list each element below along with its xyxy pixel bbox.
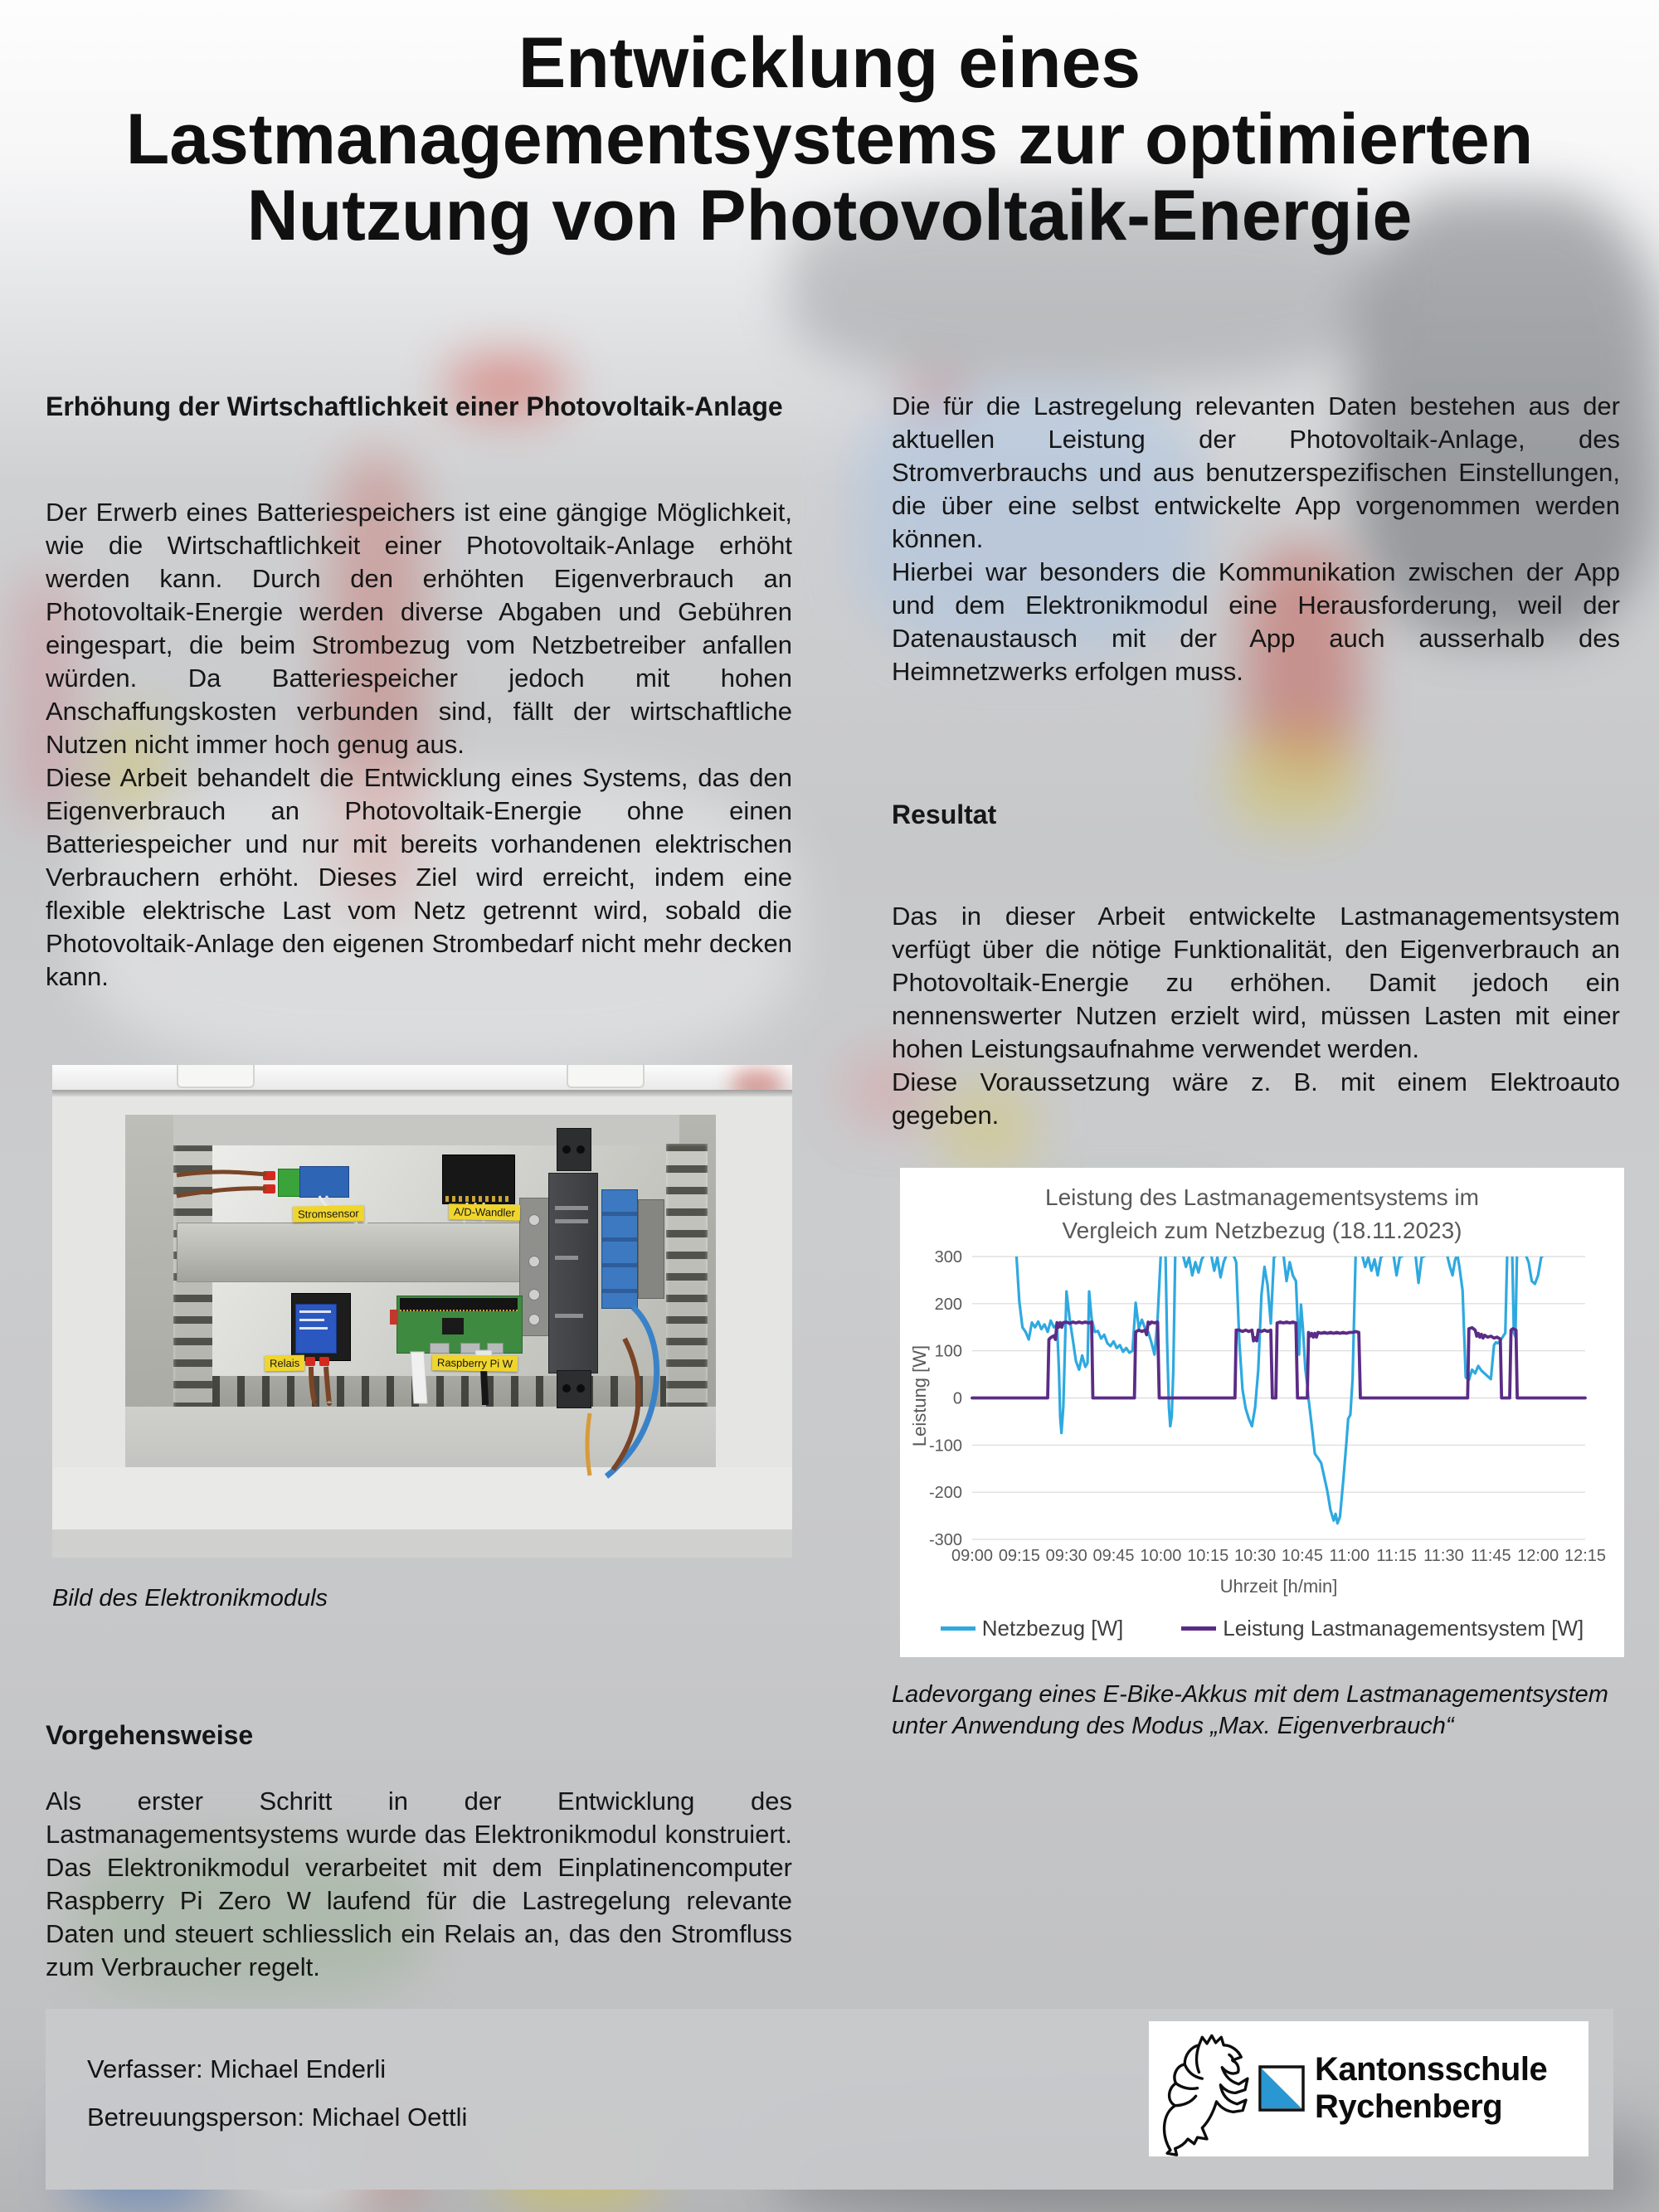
footer-credits	[87, 2045, 467, 2142]
x-axis-tick-labels	[951, 1547, 1606, 1565]
svg-text:11:00: 11:00	[1329, 1547, 1370, 1565]
svg-text:09:45: 09:45	[1092, 1547, 1135, 1565]
netzbezug-line-swatch	[941, 1626, 975, 1631]
poster-title-line-3: Nutzung von Photovoltaik-Energie	[246, 176, 1413, 255]
svg-text:10:30: 10:30	[1234, 1547, 1277, 1565]
result-paragraph-1: Das in dieser Arbeit entwickelte Lastmanagementsystem verfügt über die nötige Funktionalität, den Eigenverbrauch an Photovoltaik-Energie zu erhöhen. Damit jedoch ein nennenswerter Nutzen erzielt wird, müssen Lasten mit einer hohen Leistungsaufnahme verwendet werden.	[892, 902, 1620, 1063]
svg-text:300: 300	[934, 1248, 962, 1266]
data-paragraph-1: Die für die Lastregelung relevanten Daten bestehen aus der aktuellen Leistung der Photovoltaik-Anlage, des Stromverbrauchs und aus benutzerspezifischen Einstellungen, die über eine selbst entwickelte App vorgenommen werden können.	[892, 391, 1620, 553]
lastmanagement-line-swatch	[1181, 1626, 1216, 1631]
svg-text:-300: -300	[928, 1531, 962, 1549]
y-axis-title: Leistung [W]	[909, 1344, 930, 1447]
section-heading-vorgehensweise: Vorgehensweise	[46, 1720, 254, 1750]
y-axis-tick-labels	[929, 1248, 962, 1549]
result-paragraphs	[892, 900, 1620, 1132]
performance-chart	[900, 1168, 1624, 1657]
author-line: Verfasser: Michael Enderli	[87, 2054, 387, 2083]
svg-text:-200: -200	[928, 1484, 962, 1503]
intro-paragraph-2: Diese Arbeit behandelt die Entwicklung eines Systems, das den Eigenverbrauch an Photovoltaik-Energie ohne einen Batteriespeicher und nur mit bereits vorhandenen elektrischen Verbrauchern erhöht. Dieses Ziel wird erreicht, indem eine flexible elektrische Last vom Netz getrennt wird, sobald die Photovoltaik-Anlage den eigenen Strombedarf nicht mehr decken kann.	[46, 763, 792, 991]
footer-bar	[46, 2009, 1613, 2190]
component-label-raspberry-pi: Raspberry Pi W	[432, 1354, 518, 1372]
method-paragraphs	[46, 1785, 792, 1984]
school-logo	[1149, 2021, 1588, 2156]
method-paragraph-1: Als erster Schritt in der Entwicklung des Lastmanagementsystems wurde das Elektronikmodul konstruiert. Das Elektronikmodul verarbeitet mit dem Einplatinencomputer Raspberry Pi Zero W laufend für die Lastregelung relevante Daten und steuert schliesslich ein Relais an, das den Stromfluss zum Verbraucher regelt.	[46, 1787, 792, 1981]
intro-paragraph-1: Der Erwerb eines Batteriespeichers ist eine gängige Möglichkeit, wie die Wirtschaftlichkeit einer Photovoltaik-Anlage erhöht werden kann. Durch den erhöhten Eigenverbrauch an Photovoltaik-Energie werden diverse Abgaben und Gebühren eingespart, die beim Strombezug vom Netzbetreiber anfallen würden. Da Batteriespeicher jedoch mit hohen Anschaffungskosten verbunden sind, fällt der wirtschaftliche Nutzen nicht immer hoch genug aus.	[46, 498, 792, 759]
component-label-relais: Relais	[265, 1355, 304, 1372]
data-paragraphs	[892, 390, 1620, 688]
chart-caption: Ladevorgang eines E-Bike-Akkus mit dem Lastmanagementsystem unter Anwendung des Modus „Max. Eigenverbrauch“	[892, 1681, 1608, 1739]
school-name: Kantonsschule Rychenberg	[1315, 2051, 1548, 2125]
svg-text:11:45: 11:45	[1471, 1547, 1511, 1565]
svg-text:10:15: 10:15	[1187, 1547, 1229, 1565]
chart-legend	[900, 1616, 1624, 1641]
section-heading-resultat: Resultat	[892, 800, 997, 829]
x-axis-title: Uhrzeit [h/min]	[1219, 1576, 1338, 1597]
svg-text:09:30: 09:30	[1045, 1547, 1087, 1565]
svg-text:11:15: 11:15	[1376, 1547, 1417, 1565]
series	[972, 1252, 1585, 1523]
intro-paragraphs	[46, 496, 792, 994]
result-paragraph-2: Diese Voraussetzung wäre z. B. mit einem Elektroauto gegeben.	[892, 1067, 1620, 1130]
svg-text:10:45: 10:45	[1281, 1547, 1323, 1565]
poster-title-line-2: Lastmanagementsystems zur optimierten	[125, 100, 1534, 179]
svg-text:12:15: 12:15	[1564, 1547, 1607, 1565]
chart-title: Leistung des Lastmanagementsystems im Vergleich zum Netzbezug (18.11.2023)	[1045, 1184, 1479, 1243]
svg-text:10:00: 10:00	[1140, 1547, 1182, 1565]
svg-text:100: 100	[934, 1342, 962, 1361]
section-heading-wirtschaftlichkeit: Erhöhung der Wirtschaftlichkeit einer Photovoltaik-Anlage	[46, 391, 783, 421]
legend-label-lastmanagement: Leistung Lastmanagementsystem [W]	[1223, 1616, 1584, 1641]
component-label-ad-wandler: A/D-Wandler	[449, 1203, 520, 1220]
electronics-module-photo	[52, 1065, 792, 1558]
zurich-shield-icon	[1258, 2065, 1305, 2112]
svg-text:09:15: 09:15	[998, 1547, 1040, 1565]
poster-title	[0, 25, 1659, 254]
component-label-stromsensor: Stromsensor	[293, 1205, 364, 1222]
svg-text:200: 200	[934, 1295, 962, 1314]
svg-text:09:00: 09:00	[951, 1547, 994, 1565]
svg-text:-100: -100	[928, 1437, 962, 1456]
lion-icon	[1154, 2023, 1262, 2158]
legend-item-netzbezug	[941, 1616, 1124, 1641]
legend-label-netzbezug: Netzbezug [W]	[981, 1616, 1124, 1641]
poster-title-line-1: Entwicklung eines	[518, 23, 1141, 103]
data-paragraph-2: Hierbei war besonders die Kommunikation zwischen der App und dem Elektronikmodul eine Herausforderung, weil der Datenaustausch mit der App auch ausserhalb des Heimnetzwerks erfolgen muss.	[892, 557, 1620, 686]
supervisor-line: Betreuungsperson: Michael Oettli	[87, 2103, 468, 2132]
svg-text:12:00: 12:00	[1517, 1547, 1559, 1565]
svg-text:11:30: 11:30	[1423, 1547, 1464, 1565]
photo-caption: Bild des Elektronikmoduls	[52, 1585, 328, 1612]
legend-item-lastmanagement	[1181, 1616, 1584, 1641]
wiring-overlay	[52, 1065, 792, 1558]
svg-text:0: 0	[952, 1389, 962, 1408]
